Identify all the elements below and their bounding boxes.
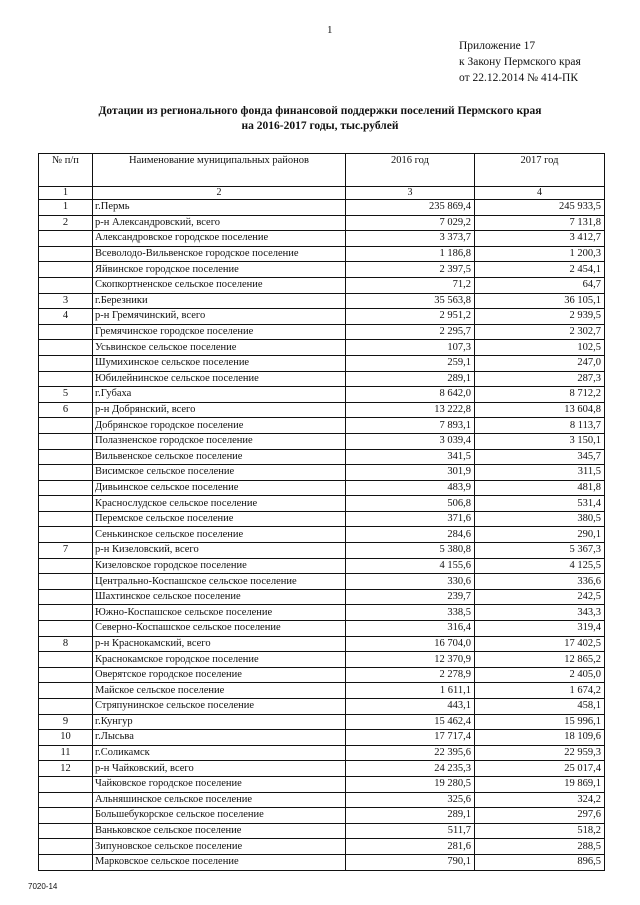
row-number bbox=[39, 355, 93, 371]
value-2016: 506,8 bbox=[346, 496, 475, 512]
table-row bbox=[39, 371, 605, 387]
municipality-name: Дивьинское сельское поселение bbox=[93, 480, 346, 496]
value-2016: 483,9 bbox=[346, 480, 475, 496]
row-number bbox=[39, 776, 93, 792]
table-row bbox=[39, 854, 605, 870]
value-2016: 316,4 bbox=[346, 621, 475, 637]
value-2016: 5 380,8 bbox=[346, 543, 475, 559]
municipality-name: Усьвинское сельское поселение bbox=[93, 340, 346, 356]
value-2016: 16 704,0 bbox=[346, 636, 475, 652]
row-number bbox=[39, 699, 93, 715]
value-2016: 341,5 bbox=[346, 449, 475, 465]
value-2017: 1 200,3 bbox=[475, 246, 605, 262]
table-row bbox=[39, 621, 605, 637]
table-row bbox=[39, 246, 605, 262]
municipality-name: Ваньковское сельское поселение bbox=[93, 823, 346, 839]
subsidy-table bbox=[38, 153, 605, 871]
municipality-name: Вильвенское сельское поселение bbox=[93, 449, 346, 465]
row-number: 12 bbox=[39, 761, 93, 777]
value-2017: 22 959,3 bbox=[475, 745, 605, 761]
value-2017: 64,7 bbox=[475, 277, 605, 293]
table-row bbox=[39, 277, 605, 293]
value-2017: 4 125,5 bbox=[475, 558, 605, 574]
row-number: 10 bbox=[39, 730, 93, 746]
value-2017: 25 017,4 bbox=[475, 761, 605, 777]
value-2017: 12 865,2 bbox=[475, 652, 605, 668]
municipality-name: Оверятское городское поселение bbox=[93, 667, 346, 683]
row-number bbox=[39, 262, 93, 278]
value-2017: 2 454,1 bbox=[475, 262, 605, 278]
table-row bbox=[39, 215, 605, 231]
value-2016: 12 370,9 bbox=[346, 652, 475, 668]
municipality-name: р-н Чайковский, всего bbox=[93, 761, 346, 777]
municipality-name: р-н Гремячинский, всего bbox=[93, 309, 346, 325]
municipality-name: Всеволодо-Вильвенское городское поселение bbox=[93, 246, 346, 262]
municipality-name: р-н Добрянский, всего bbox=[93, 402, 346, 418]
table-row bbox=[39, 652, 605, 668]
table-row bbox=[39, 636, 605, 652]
table-row bbox=[39, 200, 605, 216]
value-2017: 290,1 bbox=[475, 527, 605, 543]
table-row bbox=[39, 496, 605, 512]
row-number bbox=[39, 605, 93, 621]
table-row bbox=[39, 589, 605, 605]
value-2016: 7 893,1 bbox=[346, 418, 475, 434]
row-number: 3 bbox=[39, 293, 93, 309]
municipality-name: Шахтинское сельское поселение bbox=[93, 589, 346, 605]
appendix-line-3: от 22.12.2014 № 414-ПК bbox=[459, 72, 579, 84]
municipality-name: Перемское сельское поселение bbox=[93, 511, 346, 527]
value-2016: 284,6 bbox=[346, 527, 475, 543]
value-2017: 311,5 bbox=[475, 465, 605, 481]
row-number bbox=[39, 340, 93, 356]
row-number bbox=[39, 839, 93, 855]
row-number bbox=[39, 558, 93, 574]
header-2017: 2017 год bbox=[475, 154, 605, 187]
row-number: 6 bbox=[39, 402, 93, 418]
value-2017: 245 933,5 bbox=[475, 200, 605, 216]
row-number: 5 bbox=[39, 387, 93, 403]
row-number bbox=[39, 527, 93, 543]
table-row bbox=[39, 231, 605, 247]
value-2016: 8 642,0 bbox=[346, 387, 475, 403]
value-2017: 5 367,3 bbox=[475, 543, 605, 559]
municipality-name: г.Лысьва bbox=[93, 730, 346, 746]
row-number bbox=[39, 246, 93, 262]
value-2016: 301,9 bbox=[346, 465, 475, 481]
table-row bbox=[39, 745, 605, 761]
municipality-name: Юбилейнинское сельское поселение bbox=[93, 371, 346, 387]
municipality-name: г.Березники bbox=[93, 293, 346, 309]
appendix-line-2: к Закону Пермского края bbox=[459, 56, 581, 68]
value-2016: 443,1 bbox=[346, 699, 475, 715]
value-2017: 2 405,0 bbox=[475, 667, 605, 683]
value-2016: 107,3 bbox=[346, 340, 475, 356]
table-row bbox=[39, 667, 605, 683]
municipality-name: Гремячинское городское поселение bbox=[93, 324, 346, 340]
row-number: 4 bbox=[39, 309, 93, 325]
value-2016: 35 563,8 bbox=[346, 293, 475, 309]
value-2016: 239,7 bbox=[346, 589, 475, 605]
value-2017: 380,5 bbox=[475, 511, 605, 527]
row-number bbox=[39, 418, 93, 434]
value-2017: 297,6 bbox=[475, 808, 605, 824]
row-number bbox=[39, 621, 93, 637]
row-number: 9 bbox=[39, 714, 93, 730]
municipality-name: Марковское сельское поселение bbox=[93, 854, 346, 870]
municipality-name: Скопкортненское сельское поселение bbox=[93, 277, 346, 293]
value-2016: 2 397,5 bbox=[346, 262, 475, 278]
table-row bbox=[39, 355, 605, 371]
value-2017: 336,6 bbox=[475, 574, 605, 590]
row-number bbox=[39, 449, 93, 465]
value-2016: 4 155,6 bbox=[346, 558, 475, 574]
row-number bbox=[39, 574, 93, 590]
municipality-name: Александровское городское поселение bbox=[93, 231, 346, 247]
row-number: 7 bbox=[39, 543, 93, 559]
municipality-name: г.Губаха bbox=[93, 387, 346, 403]
column-index: 4 bbox=[475, 187, 605, 200]
value-2016: 1 611,1 bbox=[346, 683, 475, 699]
table-row bbox=[39, 558, 605, 574]
header-num: № п/п bbox=[39, 154, 93, 187]
municipality-name: Полазненское городское поселение bbox=[93, 433, 346, 449]
value-2016: 325,6 bbox=[346, 792, 475, 808]
municipality-name: Кизеловское городское поселение bbox=[93, 558, 346, 574]
row-number bbox=[39, 792, 93, 808]
value-2017: 319,4 bbox=[475, 621, 605, 637]
row-number bbox=[39, 277, 93, 293]
value-2016: 338,5 bbox=[346, 605, 475, 621]
row-number bbox=[39, 324, 93, 340]
municipality-name: г.Соликамск bbox=[93, 745, 346, 761]
municipality-name: р-н Краснокамский, всего bbox=[93, 636, 346, 652]
table-row bbox=[39, 792, 605, 808]
municipality-name: г.Кунгур bbox=[93, 714, 346, 730]
value-2017: 1 674,2 bbox=[475, 683, 605, 699]
document-title-line-2: на 2016-2017 годы, тыс.рублей bbox=[241, 120, 399, 132]
municipality-name: Шумихинское сельское поселение bbox=[93, 355, 346, 371]
appendix-line-1: Приложение 17 bbox=[459, 40, 536, 52]
value-2016: 371,6 bbox=[346, 511, 475, 527]
municipality-name: Стряпунинское сельское поселение bbox=[93, 699, 346, 715]
value-2016: 13 222,8 bbox=[346, 402, 475, 418]
row-number bbox=[39, 854, 93, 870]
header-row bbox=[39, 154, 605, 187]
value-2017: 3 150,1 bbox=[475, 433, 605, 449]
table-row bbox=[39, 605, 605, 621]
municipality-name: Зипуновское сельское поселение bbox=[93, 839, 346, 855]
municipality-name: Майское сельское поселение bbox=[93, 683, 346, 699]
row-number bbox=[39, 480, 93, 496]
value-2016: 3 039,4 bbox=[346, 433, 475, 449]
value-2016: 71,2 bbox=[346, 277, 475, 293]
value-2017: 17 402,5 bbox=[475, 636, 605, 652]
table-row bbox=[39, 839, 605, 855]
municipality-name: г.Пермь bbox=[93, 200, 346, 216]
row-number bbox=[39, 652, 93, 668]
table-row bbox=[39, 808, 605, 824]
municipality-name: Альняшинское сельское поселение bbox=[93, 792, 346, 808]
municipality-name: Большебукорское сельское поселение bbox=[93, 808, 346, 824]
table-row bbox=[39, 480, 605, 496]
value-2017: 345,7 bbox=[475, 449, 605, 465]
row-number bbox=[39, 433, 93, 449]
value-2016: 22 395,6 bbox=[346, 745, 475, 761]
table-row bbox=[39, 449, 605, 465]
table-row bbox=[39, 730, 605, 746]
document-title-line-1: Дотации из регионального фонда финансовой поддержки поселений Пермского края bbox=[98, 105, 542, 117]
row-number bbox=[39, 683, 93, 699]
municipality-name: Центрально-Коспашское сельское поселение bbox=[93, 574, 346, 590]
row-number: 11 bbox=[39, 745, 93, 761]
value-2017: 19 869,1 bbox=[475, 776, 605, 792]
appendix-reference bbox=[459, 38, 581, 86]
column-index: 2 bbox=[93, 187, 346, 200]
value-2016: 289,1 bbox=[346, 371, 475, 387]
column-index-row bbox=[39, 187, 605, 200]
table-row bbox=[39, 309, 605, 325]
header-2016: 2016 год bbox=[346, 154, 475, 187]
table-row bbox=[39, 683, 605, 699]
table-row bbox=[39, 433, 605, 449]
row-number bbox=[39, 511, 93, 527]
table-row bbox=[39, 293, 605, 309]
value-2016: 3 373,7 bbox=[346, 231, 475, 247]
value-2017: 15 996,1 bbox=[475, 714, 605, 730]
table-row bbox=[39, 387, 605, 403]
value-2017: 531,4 bbox=[475, 496, 605, 512]
row-number bbox=[39, 496, 93, 512]
value-2016: 24 235,3 bbox=[346, 761, 475, 777]
value-2017: 8 712,2 bbox=[475, 387, 605, 403]
table-row bbox=[39, 340, 605, 356]
table-row bbox=[39, 418, 605, 434]
value-2017: 324,2 bbox=[475, 792, 605, 808]
value-2016: 2 278,9 bbox=[346, 667, 475, 683]
row-number bbox=[39, 667, 93, 683]
table-row bbox=[39, 761, 605, 777]
table-row bbox=[39, 574, 605, 590]
value-2017: 3 412,7 bbox=[475, 231, 605, 247]
value-2017: 102,5 bbox=[475, 340, 605, 356]
municipality-name: Сенькинское сельское поселение bbox=[93, 527, 346, 543]
value-2017: 896,5 bbox=[475, 854, 605, 870]
value-2017: 287,3 bbox=[475, 371, 605, 387]
value-2016: 259,1 bbox=[346, 355, 475, 371]
table-row bbox=[39, 776, 605, 792]
value-2017: 247,0 bbox=[475, 355, 605, 371]
value-2017: 242,5 bbox=[475, 589, 605, 605]
table-row bbox=[39, 402, 605, 418]
value-2016: 790,1 bbox=[346, 854, 475, 870]
row-number bbox=[39, 823, 93, 839]
value-2016: 511,7 bbox=[346, 823, 475, 839]
value-2017: 2 939,5 bbox=[475, 309, 605, 325]
row-number: 1 bbox=[39, 200, 93, 216]
value-2016: 330,6 bbox=[346, 574, 475, 590]
row-number bbox=[39, 371, 93, 387]
municipality-name: Добрянское городское поселение bbox=[93, 418, 346, 434]
value-2016: 235 869,4 bbox=[346, 200, 475, 216]
value-2017: 36 105,1 bbox=[475, 293, 605, 309]
table-row bbox=[39, 699, 605, 715]
row-number bbox=[39, 589, 93, 605]
column-index: 3 bbox=[346, 187, 475, 200]
column-index: 1 bbox=[39, 187, 93, 200]
value-2016: 2 295,7 bbox=[346, 324, 475, 340]
header-name: Наименование муниципальных районов bbox=[93, 154, 346, 187]
municipality-name: Яйвинское городское поселение bbox=[93, 262, 346, 278]
value-2016: 17 717,4 bbox=[346, 730, 475, 746]
page-marker: 1 bbox=[327, 24, 333, 36]
value-2017: 288,5 bbox=[475, 839, 605, 855]
value-2016: 289,1 bbox=[346, 808, 475, 824]
table-row bbox=[39, 262, 605, 278]
table-row bbox=[39, 511, 605, 527]
value-2017: 18 109,6 bbox=[475, 730, 605, 746]
value-2017: 13 604,8 bbox=[475, 402, 605, 418]
municipality-name: Висимское сельское поселение bbox=[93, 465, 346, 481]
value-2017: 7 131,8 bbox=[475, 215, 605, 231]
municipality-name: Чайковское городское поселение bbox=[93, 776, 346, 792]
row-number: 8 bbox=[39, 636, 93, 652]
value-2016: 2 951,2 bbox=[346, 309, 475, 325]
value-2016: 1 186,8 bbox=[346, 246, 475, 262]
municipality-name: Южно-Коспашское сельское поселение bbox=[93, 605, 346, 621]
value-2017: 8 113,7 bbox=[475, 418, 605, 434]
row-number bbox=[39, 231, 93, 247]
municipality-name: р-н Александровский, всего bbox=[93, 215, 346, 231]
municipality-name: Краснокамское городское поселение bbox=[93, 652, 346, 668]
value-2016: 15 462,4 bbox=[346, 714, 475, 730]
row-number: 2 bbox=[39, 215, 93, 231]
document-title bbox=[40, 104, 600, 134]
table-row bbox=[39, 823, 605, 839]
row-number bbox=[39, 465, 93, 481]
value-2017: 343,3 bbox=[475, 605, 605, 621]
table-row bbox=[39, 714, 605, 730]
value-2016: 281,6 bbox=[346, 839, 475, 855]
value-2016: 19 280,5 bbox=[346, 776, 475, 792]
table-row bbox=[39, 527, 605, 543]
value-2017: 481,8 bbox=[475, 480, 605, 496]
value-2017: 2 302,7 bbox=[475, 324, 605, 340]
table-row bbox=[39, 465, 605, 481]
value-2017: 518,2 bbox=[475, 823, 605, 839]
value-2016: 7 029,2 bbox=[346, 215, 475, 231]
table-row bbox=[39, 543, 605, 559]
municipality-name: Северно-Коспашское сельское поселение bbox=[93, 621, 346, 637]
table-body bbox=[39, 200, 605, 871]
table-row bbox=[39, 324, 605, 340]
municipality-name: Краснослудское сельское поселение bbox=[93, 496, 346, 512]
municipality-name: р-н Кизеловский, всего bbox=[93, 543, 346, 559]
row-number bbox=[39, 808, 93, 824]
footer-code: 7020-14 bbox=[28, 882, 58, 891]
value-2017: 458,1 bbox=[475, 699, 605, 715]
